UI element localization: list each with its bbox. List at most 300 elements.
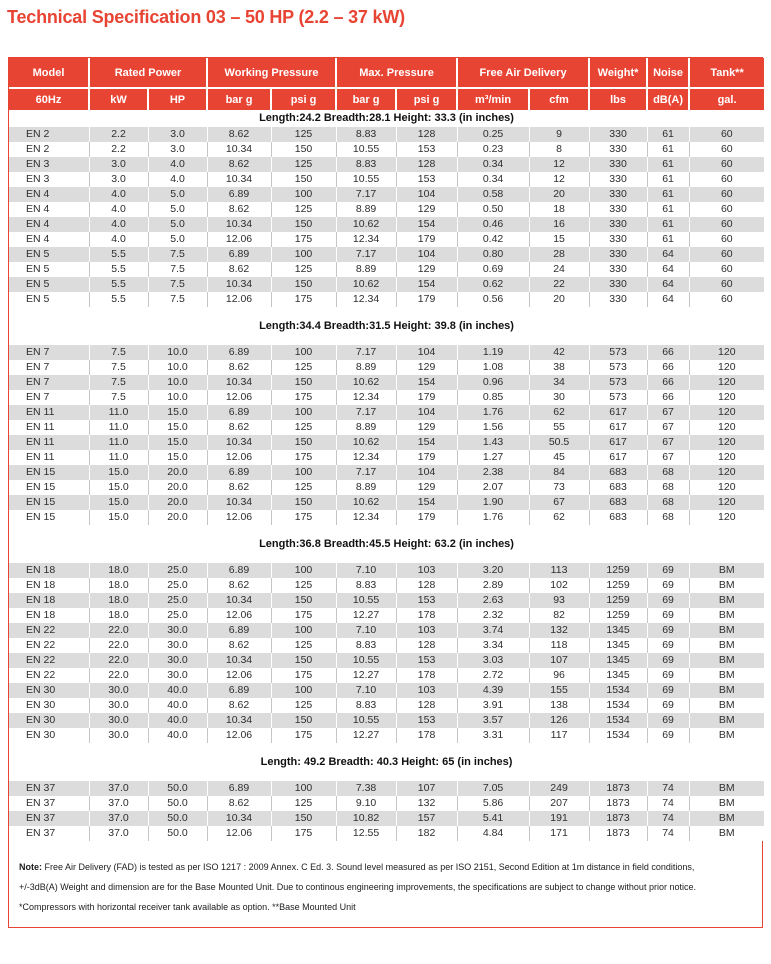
- value-cell: 0.23: [457, 142, 529, 157]
- value-cell: 3.20: [457, 563, 529, 578]
- value-cell: 7.5: [89, 360, 148, 375]
- value-cell: 8.83: [336, 638, 396, 653]
- value-cell: 155: [529, 683, 589, 698]
- value-cell: 69: [647, 578, 689, 593]
- table-row: [9, 157, 764, 172]
- model-cell: EN 11: [9, 405, 89, 420]
- model-cell: EN 7: [9, 345, 89, 360]
- value-cell: 25.0: [148, 578, 207, 593]
- value-cell: BM: [689, 563, 764, 578]
- value-cell: 125: [271, 578, 336, 593]
- value-cell: 12: [529, 157, 589, 172]
- value-cell: 330: [589, 277, 647, 292]
- value-cell: 178: [396, 608, 457, 623]
- value-cell: 1.56: [457, 420, 529, 435]
- value-cell: 5.0: [148, 232, 207, 247]
- value-cell: 7.10: [336, 683, 396, 698]
- value-cell: 1345: [589, 653, 647, 668]
- value-cell: 22.0: [89, 623, 148, 638]
- value-cell: 69: [647, 653, 689, 668]
- col-unit-60hz: 60Hz: [9, 88, 89, 110]
- value-cell: 25.0: [148, 608, 207, 623]
- model-cell: EN 22: [9, 668, 89, 683]
- value-cell: 7.5: [89, 375, 148, 390]
- value-cell: 93: [529, 593, 589, 608]
- model-cell: EN 3: [9, 157, 89, 172]
- value-cell: 1.90: [457, 495, 529, 510]
- value-cell: 22.0: [89, 668, 148, 683]
- value-cell: 4.84: [457, 826, 529, 841]
- value-cell: 4.0: [89, 202, 148, 217]
- value-cell: 120: [689, 390, 764, 405]
- value-cell: 154: [396, 435, 457, 450]
- spec-table: [9, 58, 764, 841]
- value-cell: 8.83: [336, 698, 396, 713]
- table-row: [9, 608, 764, 623]
- value-cell: 66: [647, 390, 689, 405]
- value-cell: 1873: [589, 781, 647, 796]
- value-cell: 7.5: [89, 390, 148, 405]
- value-cell: 154: [396, 495, 457, 510]
- value-cell: 0.25: [457, 127, 529, 142]
- value-cell: BM: [689, 811, 764, 826]
- value-cell: 28: [529, 247, 589, 262]
- col-unit-psig-max: psi g: [396, 88, 457, 110]
- value-cell: BM: [689, 713, 764, 728]
- col-unit-cfm: cfm: [529, 88, 589, 110]
- value-cell: 9.10: [336, 796, 396, 811]
- table-row: [9, 683, 764, 698]
- value-cell: 7.17: [336, 465, 396, 480]
- table-row: [9, 292, 764, 307]
- value-cell: 38: [529, 360, 589, 375]
- value-cell: 60: [689, 277, 764, 292]
- value-cell: 4.0: [148, 172, 207, 187]
- value-cell: 2.07: [457, 480, 529, 495]
- value-cell: 69: [647, 623, 689, 638]
- value-cell: 330: [589, 262, 647, 277]
- value-cell: 5.5: [89, 247, 148, 262]
- col-group-noise: Noise: [647, 58, 689, 88]
- value-cell: 138: [529, 698, 589, 713]
- value-cell: 118: [529, 638, 589, 653]
- value-cell: 179: [396, 510, 457, 525]
- value-cell: 120: [689, 345, 764, 360]
- col-group-max-pressure: Max. Pressure: [336, 58, 457, 88]
- value-cell: 104: [396, 247, 457, 262]
- value-cell: 8.89: [336, 202, 396, 217]
- value-cell: 10.34: [207, 375, 271, 390]
- value-cell: 107: [396, 781, 457, 796]
- value-cell: 67: [529, 495, 589, 510]
- value-cell: 61: [647, 217, 689, 232]
- value-cell: 50.5: [529, 435, 589, 450]
- value-cell: 0.80: [457, 247, 529, 262]
- value-cell: 7.17: [336, 405, 396, 420]
- value-cell: 175: [271, 728, 336, 743]
- value-cell: 126: [529, 713, 589, 728]
- footnote-line-2: +/-3dB(A) Weight and dimension are for the Base Mounted Unit. Due to continous engineering improvements, the specifications are subject to change without prior notice.: [19, 882, 696, 893]
- value-cell: 30: [529, 390, 589, 405]
- value-cell: 60: [689, 232, 764, 247]
- dimension-section-header: Length:24.2 Breadth:28.1 Height: 33.3 (in inches): [9, 110, 764, 127]
- value-cell: 10.0: [148, 375, 207, 390]
- model-cell: EN 15: [9, 510, 89, 525]
- value-cell: 4.0: [89, 217, 148, 232]
- table-row: [9, 698, 764, 713]
- col-group-free-air-delivery: Free Air Delivery: [457, 58, 589, 88]
- value-cell: 104: [396, 405, 457, 420]
- table-row: [9, 405, 764, 420]
- col-group-model: Model: [9, 58, 89, 88]
- value-cell: 68: [647, 495, 689, 510]
- value-cell: 18.0: [89, 578, 148, 593]
- value-cell: 0.34: [457, 157, 529, 172]
- table-row: [9, 638, 764, 653]
- page-title: Technical Specification 03 – 50 HP (2.2 – 37 kW): [7, 7, 405, 27]
- value-cell: 60: [689, 247, 764, 262]
- value-cell: 157: [396, 811, 457, 826]
- table-row: [9, 435, 764, 450]
- value-cell: 50.0: [148, 811, 207, 826]
- value-cell: 150: [271, 435, 336, 450]
- value-cell: 64: [647, 247, 689, 262]
- value-cell: 12: [529, 172, 589, 187]
- value-cell: 125: [271, 480, 336, 495]
- value-cell: 6.89: [207, 623, 271, 638]
- value-cell: 125: [271, 638, 336, 653]
- value-cell: 10.34: [207, 142, 271, 157]
- value-cell: BM: [689, 653, 764, 668]
- model-cell: EN 5: [9, 292, 89, 307]
- model-cell: EN 18: [9, 578, 89, 593]
- value-cell: 12.55: [336, 826, 396, 841]
- value-cell: 6.89: [207, 683, 271, 698]
- value-cell: 64: [647, 277, 689, 292]
- model-cell: EN 30: [9, 728, 89, 743]
- value-cell: 129: [396, 262, 457, 277]
- value-cell: 74: [647, 796, 689, 811]
- model-cell: EN 11: [9, 435, 89, 450]
- value-cell: 1873: [589, 811, 647, 826]
- value-cell: 12.34: [336, 510, 396, 525]
- model-cell: EN 15: [9, 495, 89, 510]
- value-cell: 12.06: [207, 510, 271, 525]
- model-cell: EN 37: [9, 796, 89, 811]
- value-cell: 60: [689, 142, 764, 157]
- value-cell: 37.0: [89, 811, 148, 826]
- value-cell: 6.89: [207, 563, 271, 578]
- value-cell: 12.06: [207, 728, 271, 743]
- value-cell: 40.0: [148, 728, 207, 743]
- value-cell: 11.0: [89, 405, 148, 420]
- value-cell: 330: [589, 292, 647, 307]
- value-cell: 10.34: [207, 593, 271, 608]
- value-cell: 179: [396, 390, 457, 405]
- table-row: [9, 247, 764, 262]
- value-cell: 1259: [589, 593, 647, 608]
- dimension-section-header: Length: 49.2 Breadth: 40.3 Height: 65 (in inches): [9, 743, 764, 781]
- value-cell: 61: [647, 232, 689, 247]
- col-unit-barg-working: bar g: [207, 88, 271, 110]
- value-cell: 3.03: [457, 653, 529, 668]
- model-cell: EN 18: [9, 563, 89, 578]
- value-cell: 69: [647, 683, 689, 698]
- value-cell: BM: [689, 578, 764, 593]
- value-cell: 12.06: [207, 390, 271, 405]
- footnote-line-3: *Compressors with horizontal receiver tank available as option. **Base Mounted Unit: [19, 902, 356, 913]
- model-cell: EN 30: [9, 713, 89, 728]
- model-cell: EN 22: [9, 653, 89, 668]
- value-cell: 179: [396, 292, 457, 307]
- value-cell: 12.06: [207, 450, 271, 465]
- value-cell: 61: [647, 127, 689, 142]
- value-cell: 573: [589, 360, 647, 375]
- value-cell: 40.0: [148, 683, 207, 698]
- value-cell: 178: [396, 728, 457, 743]
- value-cell: 15.0: [89, 510, 148, 525]
- value-cell: 8.89: [336, 360, 396, 375]
- value-cell: 10.0: [148, 390, 207, 405]
- value-cell: 150: [271, 713, 336, 728]
- value-cell: 125: [271, 127, 336, 142]
- value-cell: 0.96: [457, 375, 529, 390]
- value-cell: 8.62: [207, 157, 271, 172]
- model-cell: EN 4: [9, 187, 89, 202]
- value-cell: 150: [271, 142, 336, 157]
- value-cell: 7.10: [336, 563, 396, 578]
- value-cell: 1345: [589, 623, 647, 638]
- value-cell: 69: [647, 638, 689, 653]
- value-cell: 15.0: [148, 450, 207, 465]
- value-cell: 120: [689, 375, 764, 390]
- value-cell: 12.06: [207, 608, 271, 623]
- value-cell: 2.38: [457, 465, 529, 480]
- table-row: [9, 127, 764, 142]
- value-cell: 3.34: [457, 638, 529, 653]
- col-unit-kw: kW: [89, 88, 148, 110]
- table-row: [9, 623, 764, 638]
- value-cell: 61: [647, 172, 689, 187]
- col-unit-m3min: m³/min: [457, 88, 529, 110]
- value-cell: BM: [689, 698, 764, 713]
- value-cell: 8.62: [207, 420, 271, 435]
- value-cell: 617: [589, 420, 647, 435]
- value-cell: 20.0: [148, 480, 207, 495]
- value-cell: 69: [647, 593, 689, 608]
- value-cell: 120: [689, 495, 764, 510]
- value-cell: 3.0: [148, 127, 207, 142]
- value-cell: 175: [271, 390, 336, 405]
- value-cell: 150: [271, 375, 336, 390]
- value-cell: 12.06: [207, 668, 271, 683]
- value-cell: 68: [647, 480, 689, 495]
- value-cell: 103: [396, 683, 457, 698]
- value-cell: 330: [589, 127, 647, 142]
- table-row: [9, 510, 764, 525]
- value-cell: 10.0: [148, 360, 207, 375]
- model-cell: EN 3: [9, 172, 89, 187]
- model-cell: EN 5: [9, 247, 89, 262]
- value-cell: 150: [271, 653, 336, 668]
- value-cell: 3.0: [89, 157, 148, 172]
- value-cell: 1.76: [457, 405, 529, 420]
- col-group-working-pressure: Working Pressure: [207, 58, 336, 88]
- value-cell: 37.0: [89, 796, 148, 811]
- model-cell: EN 2: [9, 127, 89, 142]
- value-cell: 25.0: [148, 593, 207, 608]
- value-cell: 132: [396, 796, 457, 811]
- value-cell: 128: [396, 578, 457, 593]
- value-cell: 18.0: [89, 593, 148, 608]
- value-cell: 69: [647, 668, 689, 683]
- value-cell: 12.06: [207, 826, 271, 841]
- model-cell: EN 2: [9, 142, 89, 157]
- value-cell: 120: [689, 510, 764, 525]
- value-cell: 128: [396, 698, 457, 713]
- value-cell: 5.5: [89, 277, 148, 292]
- table-row: [9, 217, 764, 232]
- value-cell: 129: [396, 202, 457, 217]
- value-cell: 61: [647, 157, 689, 172]
- value-cell: 66: [647, 375, 689, 390]
- value-cell: 128: [396, 157, 457, 172]
- table-row: [9, 172, 764, 187]
- model-cell: EN 15: [9, 465, 89, 480]
- value-cell: BM: [689, 826, 764, 841]
- value-cell: 0.42: [457, 232, 529, 247]
- table-row: [9, 781, 764, 796]
- value-cell: 22.0: [89, 638, 148, 653]
- value-cell: 3.0: [89, 172, 148, 187]
- value-cell: 18: [529, 202, 589, 217]
- value-cell: 2.32: [457, 608, 529, 623]
- value-cell: BM: [689, 623, 764, 638]
- value-cell: 617: [589, 435, 647, 450]
- value-cell: 0.85: [457, 390, 529, 405]
- value-cell: 113: [529, 563, 589, 578]
- value-cell: 10.62: [336, 217, 396, 232]
- value-cell: 0.69: [457, 262, 529, 277]
- value-cell: 10.62: [336, 495, 396, 510]
- value-cell: 182: [396, 826, 457, 841]
- value-cell: 2.72: [457, 668, 529, 683]
- value-cell: 30.0: [148, 623, 207, 638]
- model-cell: EN 22: [9, 638, 89, 653]
- table-row: [9, 262, 764, 277]
- value-cell: 125: [271, 202, 336, 217]
- value-cell: 4.0: [89, 232, 148, 247]
- value-cell: 129: [396, 360, 457, 375]
- value-cell: 20.0: [148, 495, 207, 510]
- value-cell: 150: [271, 495, 336, 510]
- value-cell: 7.17: [336, 345, 396, 360]
- value-cell: 1534: [589, 713, 647, 728]
- value-cell: 8.62: [207, 796, 271, 811]
- value-cell: 73: [529, 480, 589, 495]
- value-cell: 66: [647, 345, 689, 360]
- value-cell: 8.62: [207, 480, 271, 495]
- value-cell: 120: [689, 480, 764, 495]
- value-cell: 20: [529, 292, 589, 307]
- model-cell: EN 37: [9, 811, 89, 826]
- model-cell: EN 7: [9, 360, 89, 375]
- value-cell: 10.34: [207, 653, 271, 668]
- value-cell: 100: [271, 187, 336, 202]
- table-row: [9, 187, 764, 202]
- value-cell: 154: [396, 375, 457, 390]
- col-group-rated-power: Rated Power: [89, 58, 207, 88]
- value-cell: 50.0: [148, 781, 207, 796]
- table-row: [9, 450, 764, 465]
- model-cell: EN 37: [9, 826, 89, 841]
- value-cell: 6.89: [207, 465, 271, 480]
- value-cell: 2.63: [457, 593, 529, 608]
- value-cell: 4.0: [89, 187, 148, 202]
- model-cell: EN 5: [9, 262, 89, 277]
- value-cell: 96: [529, 668, 589, 683]
- value-cell: 150: [271, 217, 336, 232]
- value-cell: 1.43: [457, 435, 529, 450]
- value-cell: 125: [271, 420, 336, 435]
- value-cell: 34: [529, 375, 589, 390]
- value-cell: 20.0: [148, 510, 207, 525]
- value-cell: 0.46: [457, 217, 529, 232]
- value-cell: 175: [271, 292, 336, 307]
- model-cell: EN 4: [9, 202, 89, 217]
- value-cell: 3.31: [457, 728, 529, 743]
- value-cell: 15.0: [89, 480, 148, 495]
- value-cell: 153: [396, 172, 457, 187]
- value-cell: 330: [589, 172, 647, 187]
- value-cell: 37.0: [89, 826, 148, 841]
- table-row: [9, 811, 764, 826]
- value-cell: 1259: [589, 608, 647, 623]
- value-cell: 153: [396, 713, 457, 728]
- value-cell: 150: [271, 593, 336, 608]
- value-cell: 1.08: [457, 360, 529, 375]
- dimension-section-row: [9, 307, 764, 345]
- value-cell: 7.17: [336, 187, 396, 202]
- value-cell: 683: [589, 480, 647, 495]
- value-cell: 175: [271, 608, 336, 623]
- value-cell: 154: [396, 277, 457, 292]
- value-cell: 330: [589, 247, 647, 262]
- value-cell: BM: [689, 608, 764, 623]
- value-cell: 129: [396, 420, 457, 435]
- model-cell: EN 7: [9, 390, 89, 405]
- value-cell: 62: [529, 510, 589, 525]
- table-row: [9, 360, 764, 375]
- value-cell: 30.0: [89, 728, 148, 743]
- value-cell: 60: [689, 292, 764, 307]
- value-cell: 128: [396, 127, 457, 142]
- value-cell: 74: [647, 811, 689, 826]
- value-cell: 103: [396, 563, 457, 578]
- value-cell: 1345: [589, 638, 647, 653]
- value-cell: 69: [647, 698, 689, 713]
- value-cell: 10.55: [336, 653, 396, 668]
- value-cell: 249: [529, 781, 589, 796]
- col-unit-gal: gal.: [689, 88, 764, 110]
- value-cell: 5.86: [457, 796, 529, 811]
- value-cell: 0.56: [457, 292, 529, 307]
- value-cell: 6.89: [207, 345, 271, 360]
- table-row: [9, 826, 764, 841]
- value-cell: 37.0: [89, 781, 148, 796]
- value-cell: 100: [271, 247, 336, 262]
- value-cell: 104: [396, 187, 457, 202]
